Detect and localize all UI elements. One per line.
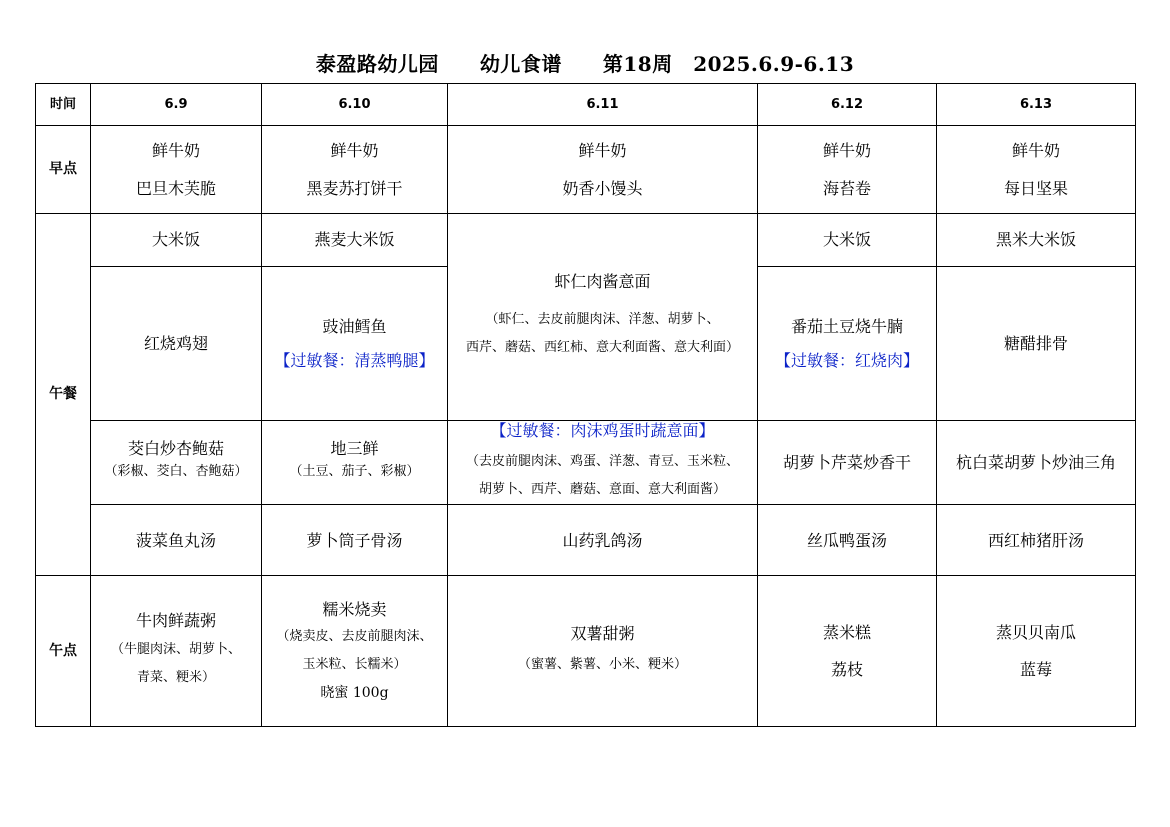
snack-cell-4	[758, 576, 937, 727]
header-day-4: 6.12	[758, 84, 937, 126]
dish-ingredients: 玉米粒、长糯米）	[302, 657, 407, 673]
snack-cell-5	[937, 576, 1136, 727]
snack-item: 蒸贝贝南瓜	[995, 623, 1076, 642]
header-row	[36, 84, 1136, 126]
breakfast-item: 海苔卷	[822, 178, 871, 198]
lunch-soup-5: 西红柿猪肝汤	[937, 505, 1136, 576]
lunch-staple-row	[36, 214, 1136, 267]
snack-item: 蒸米糕	[822, 623, 871, 642]
menu-table	[35, 83, 1136, 727]
breakfast-cell-2	[262, 126, 448, 214]
lunch-soup-row	[36, 505, 1136, 576]
dish-name: 地三鲜	[330, 439, 379, 458]
dish-ingredients: （牛腿肉沫、胡萝卜、	[110, 641, 241, 657]
dish-name: 番茄土豆烧牛腩	[790, 317, 903, 337]
lunch-staple-5: 黑米大米饭	[937, 214, 1136, 267]
lunch-d3-allergy	[448, 421, 758, 505]
breakfast-cell-3	[448, 126, 758, 214]
lunch-d3-main	[448, 214, 758, 421]
dish-name: 双薯甜粥	[570, 623, 635, 643]
lunch-veg-row	[36, 421, 1136, 505]
lunch-main-5: 糖醋排骨	[937, 267, 1136, 421]
lunch-veg-1	[91, 421, 262, 505]
breakfast-cell-5	[937, 126, 1136, 214]
row-label-lunch: 午餐	[36, 214, 91, 576]
dish-name: 虾仁肉酱意面	[554, 272, 651, 292]
dish-name: 晓蜜 100g	[320, 685, 389, 702]
snack-row	[36, 576, 1136, 727]
breakfast-item: 每日坚果	[1003, 178, 1068, 198]
breakfast-item: 鲜牛奶	[822, 141, 871, 161]
allergy-note: 【过敏餐：肉沫鸡蛋时蔬意面】	[490, 421, 715, 440]
lunch-veg-5: 杭白菜胡萝卜炒油三角	[937, 421, 1136, 505]
lunch-main-2	[262, 267, 448, 421]
dish-ingredients: （彩椒、茭白、杏鲍菇）	[104, 464, 248, 480]
lunch-soup-2: 萝卜筒子骨汤	[262, 505, 448, 576]
breakfast-item: 鲜牛奶	[578, 141, 627, 161]
snack-cell-1	[91, 576, 262, 727]
dish-name: 豉油鳕鱼	[322, 317, 387, 337]
header-day-5: 6.13	[937, 84, 1136, 126]
breakfast-item: 黑麦苏打饼干	[306, 178, 403, 198]
dish-name: 糯米烧卖	[322, 600, 387, 620]
breakfast-item: 巴旦木芙脆	[135, 178, 216, 198]
dish-ingredients: 胡萝卜、西芹、蘑菇、意面、意大利面酱）	[478, 482, 726, 498]
dish-ingredients: （烧卖皮、去皮前腿肉沫、	[276, 629, 433, 645]
header-time: 时间	[36, 84, 91, 126]
snack-item: 荔枝	[830, 660, 863, 680]
row-label-breakfast: 早点	[36, 126, 91, 214]
dish-ingredients: （土豆、茄子、彩椒）	[289, 464, 420, 480]
header-day-1: 6.9	[91, 84, 262, 126]
allergy-note: 【过敏餐：红烧肉】	[774, 350, 919, 370]
allergy-note: 【过敏餐：清蒸鸭腿】	[274, 350, 435, 370]
lunch-staple-2: 燕麦大米饭	[262, 214, 448, 267]
dish-ingredients: 青菜、粳米）	[136, 669, 215, 685]
page-title: 泰盈路幼儿园 幼儿食谱 第18周 2025.6.9-6.13	[315, 52, 855, 76]
breakfast-item: 奶香小馒头	[562, 178, 643, 198]
dish-name: 牛肉鲜蔬粥	[135, 610, 216, 630]
dish-ingredients: （虾仁、去皮前腿肉沫、洋葱、胡萝卜、	[485, 311, 720, 327]
breakfast-cell-1	[91, 126, 262, 214]
lunch-soup-3: 山药乳鸽汤	[448, 505, 758, 576]
snack-item: 蓝莓	[1019, 660, 1052, 680]
row-label-snack: 午点	[36, 576, 91, 727]
dish-ingredients: 西芹、蘑菇、西红柿、意大利面酱、意大利面）	[465, 339, 739, 355]
lunch-staple-4: 大米饭	[758, 214, 937, 267]
lunch-soup-4: 丝瓜鸭蛋汤	[758, 505, 937, 576]
header-day-3: 6.11	[448, 84, 758, 126]
lunch-soup-1: 菠菜鱼丸汤	[91, 505, 262, 576]
snack-cell-3	[448, 576, 758, 727]
breakfast-item: 鲜牛奶	[330, 141, 379, 161]
breakfast-cell-4	[758, 126, 937, 214]
breakfast-item: 鲜牛奶	[1011, 141, 1060, 161]
lunch-veg-2	[262, 421, 448, 505]
breakfast-item: 鲜牛奶	[151, 141, 200, 161]
header-day-2: 6.10	[262, 84, 448, 126]
lunch-main-4	[758, 267, 937, 421]
dish-ingredients: （去皮前腿肉沫、鸡蛋、洋葱、青豆、玉米粒、	[465, 454, 739, 470]
lunch-staple-1: 大米饭	[91, 214, 262, 267]
lunch-veg-4: 胡萝卜芹菜炒香干	[758, 421, 937, 505]
dish-ingredients: （蜜薯、紫薯、小米、粳米）	[517, 656, 687, 672]
breakfast-row	[36, 126, 1136, 214]
lunch-main-1: 红烧鸡翅	[91, 267, 262, 421]
snack-cell-2	[262, 576, 448, 727]
dish-name: 茭白炒杏鲍菇	[127, 439, 224, 458]
